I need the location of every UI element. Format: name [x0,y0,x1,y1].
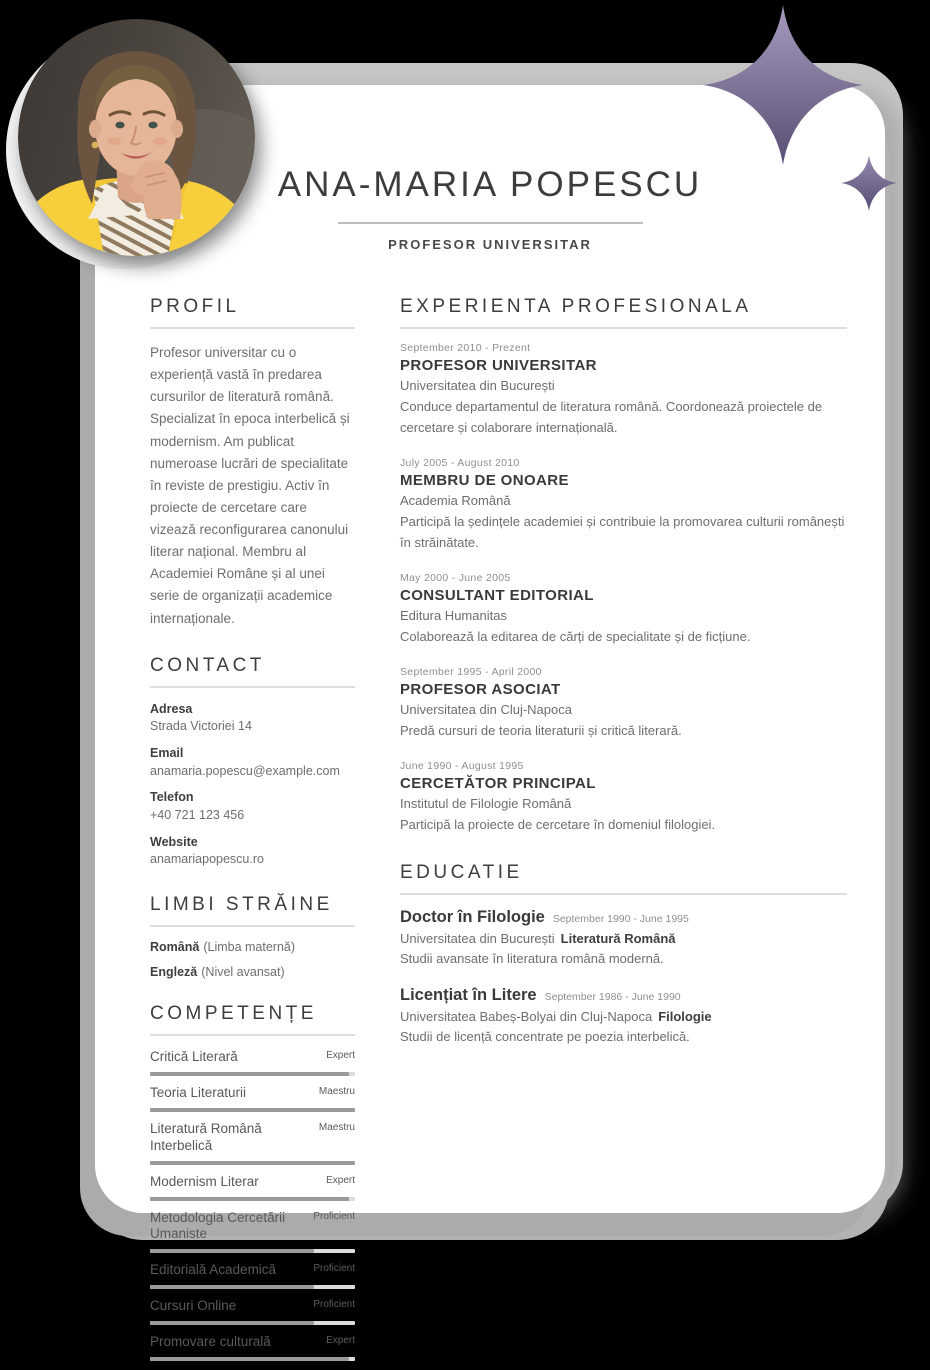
skill-level: Proficient [313,1299,355,1311]
experience-dates: July 2005 - August 2010 [400,457,520,470]
skill-bar-fill [150,1285,314,1289]
skill-bar-fill [150,1108,355,1112]
experience-company: Universitatea din București [400,378,555,393]
contact-value: +40 721 123 456 [150,807,245,822]
skill-bar [150,1072,355,1076]
experience-dates: September 2010 - Prezent [400,342,531,354]
left-column [150,296,355,1370]
experience-description: Colaborează la editarea de cărți de specialitate și de ficțiune. [400,629,751,645]
education-degree: Licențiat în Litere [400,986,537,1005]
experience-item [400,342,847,438]
section-profile [150,296,355,630]
resume-card [95,85,885,1349]
skill-bar-fill [150,1321,314,1325]
sparkle-icon-large [703,5,863,165]
skill-name: Literatură Română Interbelică [150,1120,262,1153]
profile-text: Profesor universitar cu o experiență vastă în predarea cursurilor de literatură română. Specializat în epoca interbelică și modernism. Am publicat numeroase lucrări de specialitate în reviste de prestigiu. Activ în proiecte de cercetare care vizează reconfigurarea canonului literar național. Membru al Academiei Române și al unei serie de organizații academice internaționale. [150,345,350,626]
section-education [400,862,847,1047]
contact-item-email [150,745,355,779]
skill-row [150,1298,355,1325]
experience-dates: June 1990 - August 1995 [400,760,524,773]
skill-bar-fill [150,1072,349,1076]
skill-bar [150,1161,355,1165]
skill-level: Proficient [313,1210,355,1222]
experience-company: Academia Română [400,493,511,509]
education-dates: September 1990 - June 1995 [552,913,689,926]
experience-dates: September 1995 - April 2000 [400,666,542,679]
education-school: Universitatea Babeș-Bolyai din Cluj-Napoca [400,1009,653,1025]
education-school: Universitatea din București [400,931,555,947]
section-experience [400,296,847,835]
experience-item [400,572,847,647]
skill-row [150,1262,355,1289]
skill-level: Expert [326,1174,355,1186]
skill-row [150,1121,355,1165]
skill-name: Teoria Literaturii [150,1085,247,1100]
contact-value: Strada Victoriei 14 [150,719,252,734]
education-description: Studii avansate în literatura română modernă. [400,951,664,967]
education-field: Literatură Română [560,931,676,947]
education-heading: EDUCATIE [400,862,847,895]
section-skills [150,1003,355,1361]
contact-item-website [150,834,355,868]
contact-value: anamariapopescu.ro [150,852,264,867]
skill-bar-fill [150,1197,349,1201]
contact-heading: CONTACT [150,655,355,688]
skill-bar [150,1108,355,1112]
skill-row [150,1210,355,1254]
languages-heading: LIMBI STRĂINE [150,894,355,927]
contact-label: Website [150,834,198,849]
skill-row [150,1174,355,1201]
experience-title: CONSULTANT EDITORIAL [400,587,594,605]
contact-label: Telefon [150,790,194,805]
experience-heading: EXPERIENTA PROFESIONALA [400,296,847,329]
experience-item [400,760,847,835]
contact-label: Email [150,746,184,760]
language-name: Română [150,940,200,955]
skill-name: Editorială Academică [150,1262,277,1278]
right-column [400,296,847,1370]
skill-level: Expert [326,1335,355,1346]
skill-name: Modernism Literar [150,1173,259,1189]
education-degree: Doctor în Filologie [400,908,545,927]
experience-description: Participă la ședințele academiei și contribuie la promovarea culturii românești în străinătate. [400,514,845,551]
language-row [150,940,355,954]
skill-bar [150,1357,355,1361]
experience-title: PROFESOR ASOCIAT [400,681,561,699]
experience-title: PROFESOR UNIVERSITAR [400,357,597,374]
skill-name: Cursuri Online [150,1298,237,1314]
avatar [18,19,255,256]
person-title: PROFESOR UNIVERSITAR [388,237,592,252]
header-divider [338,222,643,224]
experience-title: CERCETĂTOR PRINCIPAL [400,775,596,793]
contact-item-phone [150,789,355,823]
resume-body [95,296,885,1370]
language-level: (Nivel avansat) [201,965,285,980]
education-item [400,986,847,1047]
language-name: Engleză [150,965,198,980]
skill-level: Maestru [318,1121,355,1133]
experience-dates: May 2000 - June 2005 [400,572,511,585]
section-contact [150,655,355,869]
experience-company: Editura Humanitas [400,608,507,624]
experience-item [400,457,847,553]
experience-description: Conduce departamentul de literatura română. Coordonează proiectele de cercetare și colaborare internațională. [400,399,823,436]
skill-bar [150,1321,355,1325]
experience-item [400,666,847,741]
experience-description: Participă la proiecte de cercetare în domeniul filologiei. [400,817,716,833]
skill-level: Proficient [313,1263,355,1275]
skill-row [150,1334,355,1361]
contact-value: anamaria.popescu@example.com [150,763,340,778]
skill-bar [150,1197,355,1201]
experience-company: Institutul de Filologie Română [400,796,572,812]
experience-description: Predă cursuri de teoria literaturii și critică literară. [400,723,682,739]
skill-bar-fill [150,1161,355,1165]
language-level: (Limba maternă) [203,940,296,955]
skills-heading: COMPETENȚE [150,1003,355,1036]
skill-row [150,1049,355,1076]
section-languages [150,894,355,979]
skill-name: Metodologia Cercetării Umaniste [150,1209,286,1242]
skill-bar [150,1285,355,1289]
person-name: ANA-MARIA POPESCU [277,165,703,204]
experience-title: MEMBRU DE ONOARE [400,472,569,490]
experience-company: Universitatea din Cluj-Napoca [400,702,572,718]
education-field: Filologie [658,1009,712,1025]
skill-name: Critică Literară [150,1049,238,1065]
language-row [150,965,355,979]
skill-bar-fill [150,1357,349,1361]
education-dates: September 1986 - June 1990 [544,991,681,1004]
sparkle-icon-small [841,155,897,211]
contact-item-address [150,701,355,735]
profile-heading: PROFIL [150,296,355,329]
education-item [400,908,847,969]
skill-name: Promovare culturală [150,1334,271,1349]
education-description: Studii de licență concentrate pe poezia interbelică. [400,1029,690,1045]
skill-level: Maestru [318,1086,355,1097]
skill-row [150,1085,355,1112]
contact-label: Adresa [150,701,193,716]
skill-level: Expert [326,1050,355,1062]
